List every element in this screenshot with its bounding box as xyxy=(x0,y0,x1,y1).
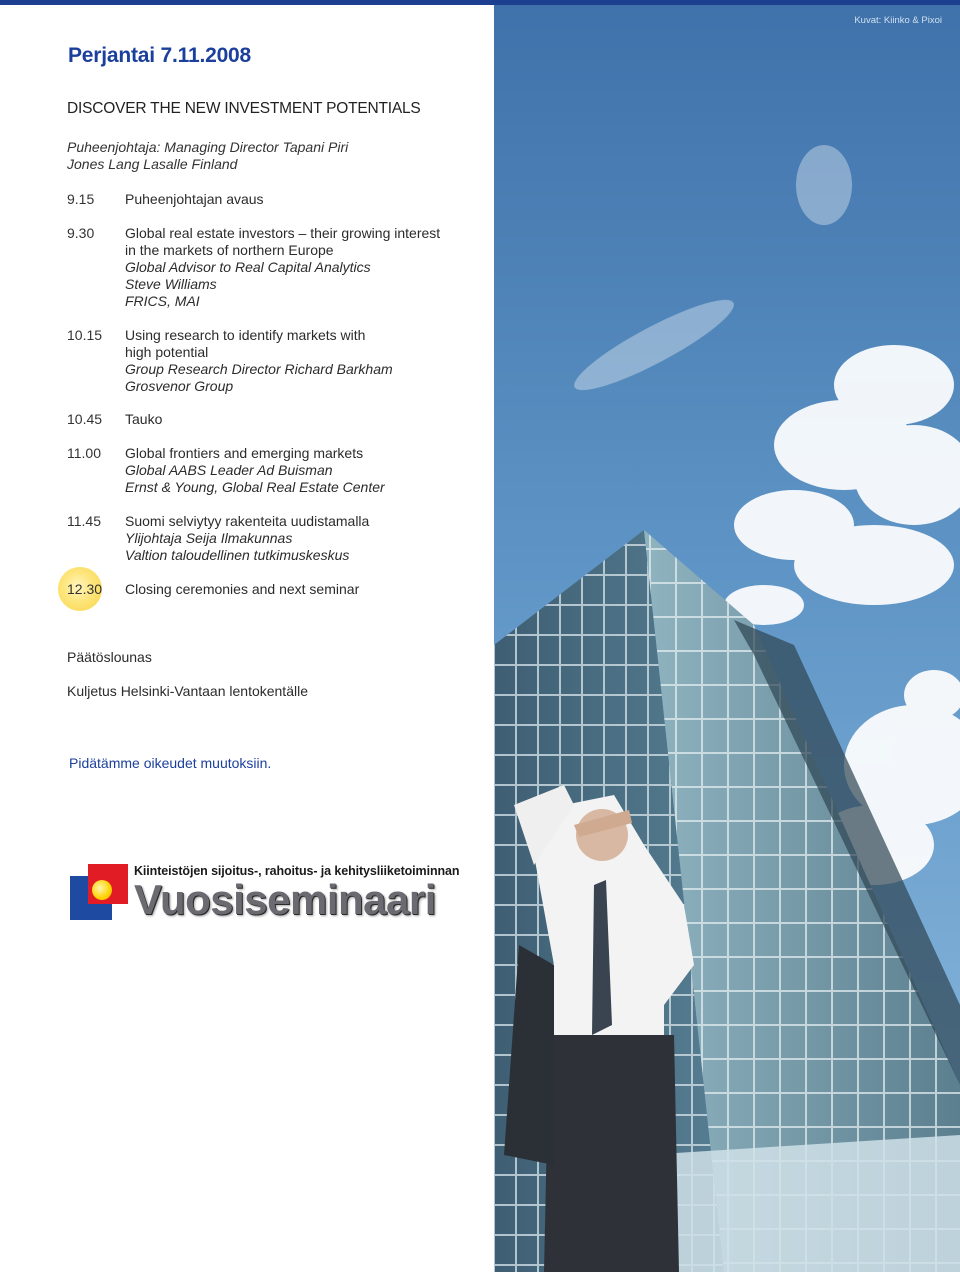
program-speaker: Steve Williams xyxy=(125,276,217,292)
program-time: 11.00 xyxy=(67,445,101,461)
program-title: in the markets of northern Europe xyxy=(125,242,334,258)
program-title: Tauko xyxy=(125,411,163,427)
vuosiseminaari-logo xyxy=(70,862,470,926)
program-speaker: Valtion taloudellinen tutkimuskeskus xyxy=(125,547,350,563)
program-speaker: FRICS, MAI xyxy=(125,293,200,309)
program-title: Suomi selviytyy rakenteita uudistamalla xyxy=(125,513,370,529)
program-speaker: Group Research Director Richard Barkham xyxy=(125,361,393,377)
logo-tagline: Kiinteistöjen sijoitus-, rahoitus- ja kehitysliiketoiminnan xyxy=(134,864,460,878)
chair-info xyxy=(67,139,348,173)
program-time: 9.15 xyxy=(67,191,95,207)
program-speaker: Global Advisor to Real Capital Analytics xyxy=(125,259,371,275)
photo-credit: Kuvat: Kiinko & Pixoi xyxy=(854,15,942,26)
page-date: Perjantai 7.11.2008 xyxy=(68,44,252,67)
program-time: 10.15 xyxy=(67,327,103,343)
program-time: 10.45 xyxy=(67,411,103,427)
program-speaker: Global AABS Leader Ad Buisman xyxy=(125,462,333,478)
lunch-text: Päätöslounas xyxy=(67,649,152,665)
program-title: Puheenjohtajan avaus xyxy=(125,191,264,207)
program-title: Global real estate investors – their growing interest xyxy=(125,225,441,241)
program-speaker: Ylijohtaja Seija Ilmakunnas xyxy=(125,530,293,546)
program-time: 12.30 xyxy=(67,581,103,597)
change-notice: Pidätämme oikeudet muutoksiin. xyxy=(69,755,272,771)
program-speaker: Ernst & Young, Global Real Estate Center xyxy=(125,479,385,495)
program-title: Closing ceremonies and next seminar xyxy=(125,581,360,597)
hero-photo xyxy=(494,5,960,1272)
program-time: 9.30 xyxy=(67,225,95,241)
chair-line: Jones Lang Lasalle Finland xyxy=(67,156,238,172)
program-title: Global frontiers and emerging markets xyxy=(125,445,364,461)
program-title: Using research to identify markets with xyxy=(125,327,366,343)
logo-sun-icon xyxy=(92,880,112,900)
seminar-headline: DISCOVER THE NEW INVESTMENT POTENTIALS xyxy=(67,100,421,117)
logo-wordmark: Vuosiseminaari xyxy=(134,876,436,923)
program-title: high potential xyxy=(125,344,209,360)
program-speaker: Grosvenor Group xyxy=(125,378,234,394)
transport-text: Kuljetus Helsinki-Vantaan lentokentälle xyxy=(67,683,308,699)
chair-line: Puheenjohtaja: Managing Director Tapani Piri xyxy=(67,139,349,155)
program-time: 11.45 xyxy=(67,513,101,529)
building-photo-illustration xyxy=(494,5,960,1272)
